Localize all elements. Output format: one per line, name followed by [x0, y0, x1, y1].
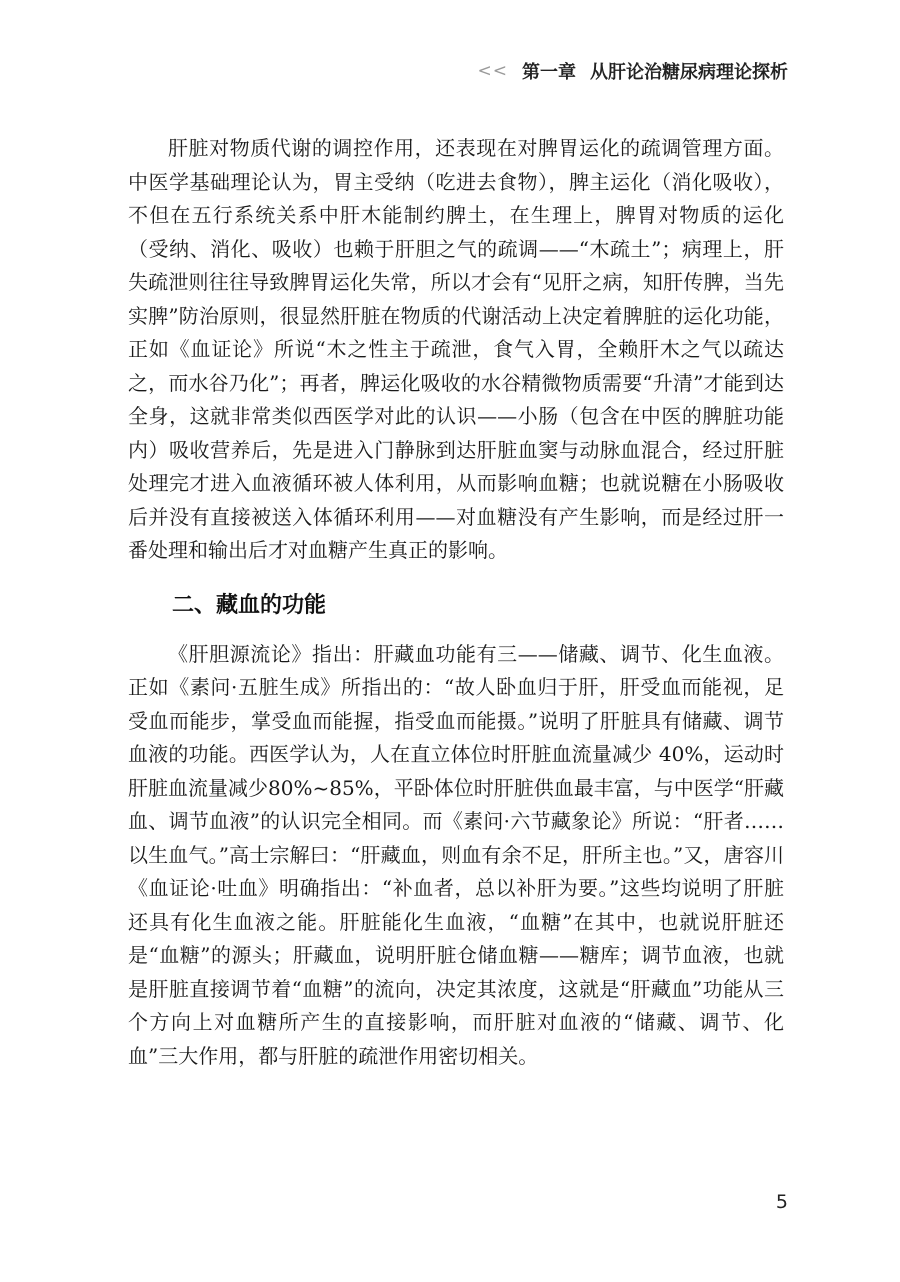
chevron-left-icon: <<	[477, 61, 508, 81]
paragraph-blood-storage: 《肝胆源流论》指出：肝藏血功能有三——储藏、调节、化生血液。正如《素问·五脏生成》所指出的：“故人卧血归于肝，肝受血而能视，足受血而能步，掌受血而能握，指受血而能摄。”说明了肝脏具有储藏、调节血液的功能。西医学认为，人在直立体位时肝脏血流量减少 40%，运动时肝脏血流量减少80%~85%，平卧体位时肝脏供血最丰富，与中医学“肝藏血、调节血液”的认识完全相同。而《素问·六节藏象论》所说：“肝者……以生血气。”高士宗解曰：“肝藏血，则血有余不足，肝所主也。”又，唐容川《血证论·吐血》明确指出：“补血者，总以补肝为要。”这些均说明了肝脏还具有化生血液之能。肝脏能化生血液，“血糖”在其中，也就说肝脏还是“血糖”的源头；肝藏血，说明肝脏仓储血糖——糖库；调节血液，也就是肝脏直接调节着“血糖”的流向，决定其浓度，这就是“肝藏血”功能从三个方向上对血糖所产生的直接影响，而肝脏对血液的“储藏、调节、化血”三大作用，都与肝脏的疏泄作用密切相关。	[128, 641, 784, 1068]
section-heading: 二、藏血的功能	[172, 592, 327, 618]
page-body	[128, 132, 784, 1073]
paragraph-liver-spleen: 肝脏对物质代谢的调控作用，还表现在对脾胃运化的疏调管理方面。中医学基础理论认为，胃主受纳（吃进去食物），脾主运化（消化吸收），不但在五行系统关系中肝木能制约脾土，在生理上，脾胃对物质的运化（受纳、消化、吸收）也赖于肝胆之气的疏调——“木疏土”；病理上，肝失疏泄则往往导致脾胃运化失常，所以才会有“见肝之病，知肝传脾，当先实脾”防治原则，很显然肝脏在物质的代谢活动上决定着脾脏的运化功能，正如《血证论》所说“木之性主于疏泄，食气入胃，全赖肝木之气以疏达之，而水谷乃化”；再者，脾运化吸收的水谷精微物质需要“升清”才能到达全身，这就非常类似西医学对此的认识——小肠（包含在中医的脾脏功能内）吸收营养后，先是进入门静脉到达肝脏血窦与动脉血混合，经过肝脏处理完才进入血液循环被人体利用，从而影响血糖；也就说糖在小肠吸收后并没有直接被送入体循环利用——对血糖没有产生影响，而是经过肝一番处理和输出后才对血糖产生真正的影响。	[128, 136, 784, 562]
page-number: 5	[775, 1191, 788, 1213]
header-divider	[128, 96, 784, 97]
running-header	[478, 58, 789, 84]
chapter-label: 第一章	[522, 62, 576, 83]
chapter-title: 从肝论治糖尿病理论探析	[590, 62, 788, 83]
